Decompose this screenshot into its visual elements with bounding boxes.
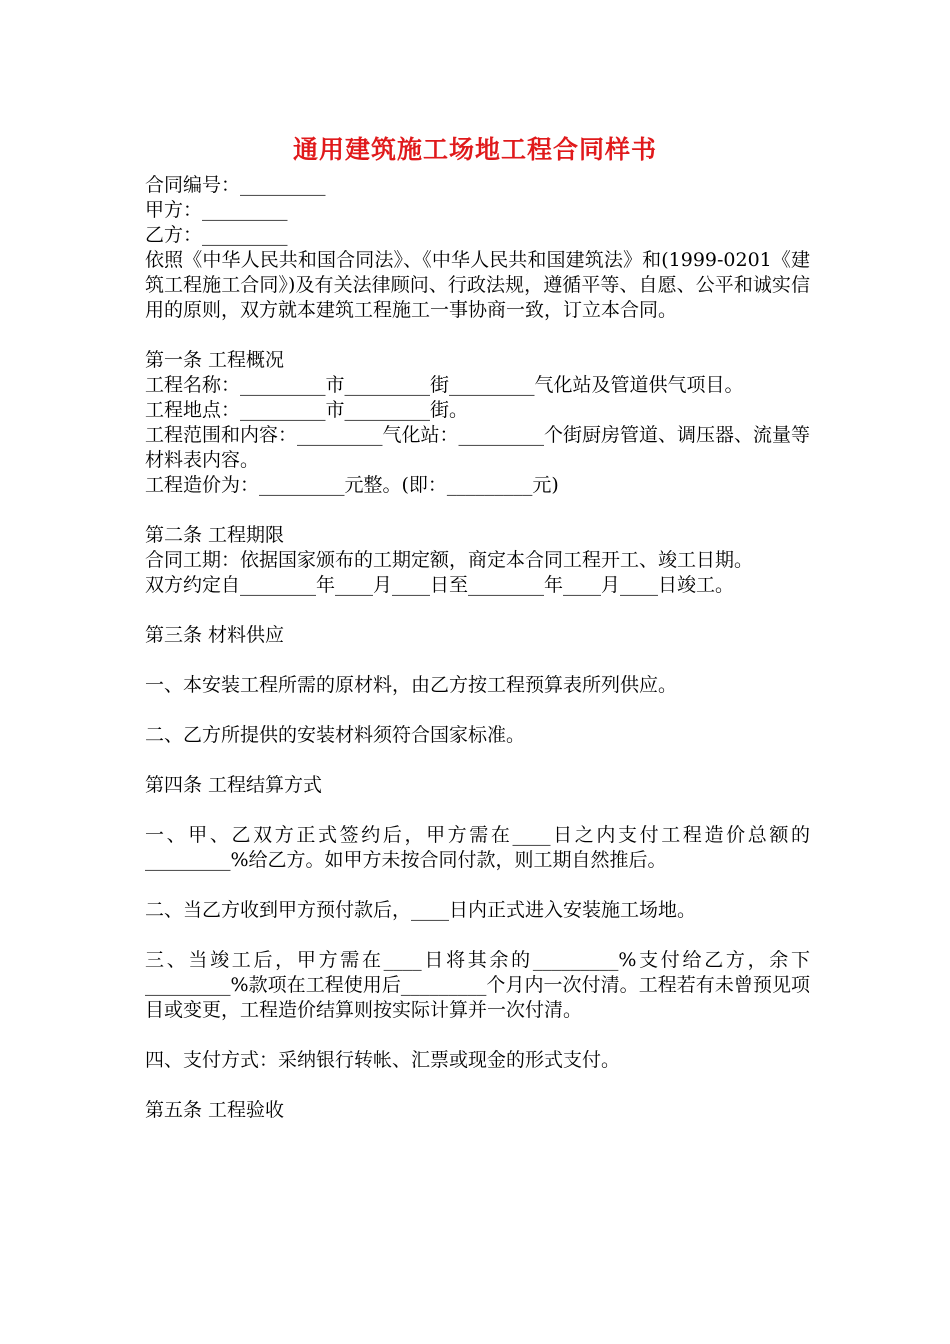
- paragraph: 一、甲、乙双方正式签约后，甲方需在____日之内支付工程造价总额的_________%给乙方。如甲方未按合同付款，则工期自然推后。: [145, 824, 810, 871]
- paragraph-spacer: [145, 1023, 810, 1048]
- paragraph: 合同工期：依据国家颁布的工期定额，商定本合同工程开工、竣工日期。: [145, 549, 754, 571]
- paragraph: 二、当乙方收到甲方预付款后，____日内正式进入安装施工场地。: [145, 899, 697, 921]
- paragraph: 双方约定自________年____月____日至________年____月____日竣工。: [145, 574, 735, 596]
- paragraph: 乙方：_________: [145, 224, 288, 246]
- paragraph: 工程范围和内容：_________气化站：_________个街厨房管道、调压器、流量等材料表内容。: [145, 424, 811, 471]
- paragraph: 工程造价为：_________元整。(即：_________元): [145, 474, 559, 496]
- paragraph: 依照《中华人民共和国合同法》、《中华人民共和国建筑法》和(1999-0201《建筑工程施工合同》)及有关法律顾问、行政法规，遵循平等、自愿、公平和诚实信用的原则，双方就本建筑工程施工一事协商一致，订立本合同。: [145, 249, 810, 321]
- paragraph-spacer: [145, 1073, 810, 1098]
- paragraph-spacer: [145, 873, 810, 898]
- paragraph-spacer: [145, 698, 810, 723]
- paragraph-spacer: [145, 323, 810, 348]
- paragraph-spacer: [145, 798, 810, 823]
- paragraph: 三、当竣工后，甲方需在____日将其余的_________%支付给乙方，余下_________%款项在工程使用后_________个月内一次付清。工程若有未曾预见项目或变更，工程造价结算则按实际计算并一次付清。: [145, 949, 810, 1021]
- paragraph: 合同编号：_________: [145, 174, 326, 196]
- paragraph-spacer: [145, 748, 810, 773]
- paragraph: 二、乙方所提供的安装材料须符合国家标准。: [145, 724, 526, 746]
- paragraph: 工程地点：_________市_________街。: [145, 399, 469, 421]
- paragraph: 工程名称：_________市_________街_________气化站及管道供气项目。: [145, 374, 744, 396]
- paragraph: 第五条 工程验收: [145, 1099, 285, 1121]
- paragraph-spacer: [145, 923, 810, 948]
- paragraph: 第三条 材料供应: [145, 624, 285, 646]
- paragraph: 第四条 工程结算方式: [145, 774, 323, 796]
- paragraph-spacer: [145, 598, 810, 623]
- paragraph: 一、本安装工程所需的原材料，由乙方按工程预算表所列供应。: [145, 674, 678, 696]
- paragraph: 第一条 工程概况: [145, 349, 285, 371]
- paragraph-spacer: [145, 498, 810, 523]
- paragraph-spacer: [145, 648, 810, 673]
- paragraph: 甲方：_________: [145, 199, 288, 221]
- paragraph: 第二条 工程期限: [145, 524, 285, 546]
- document-title: 通用建筑施工场地工程合同样书: [292, 135, 657, 164]
- document-body: [145, 173, 810, 1123]
- paragraph: 四、支付方式：采纳银行转帐、汇票或现金的形式支付。: [145, 1049, 621, 1071]
